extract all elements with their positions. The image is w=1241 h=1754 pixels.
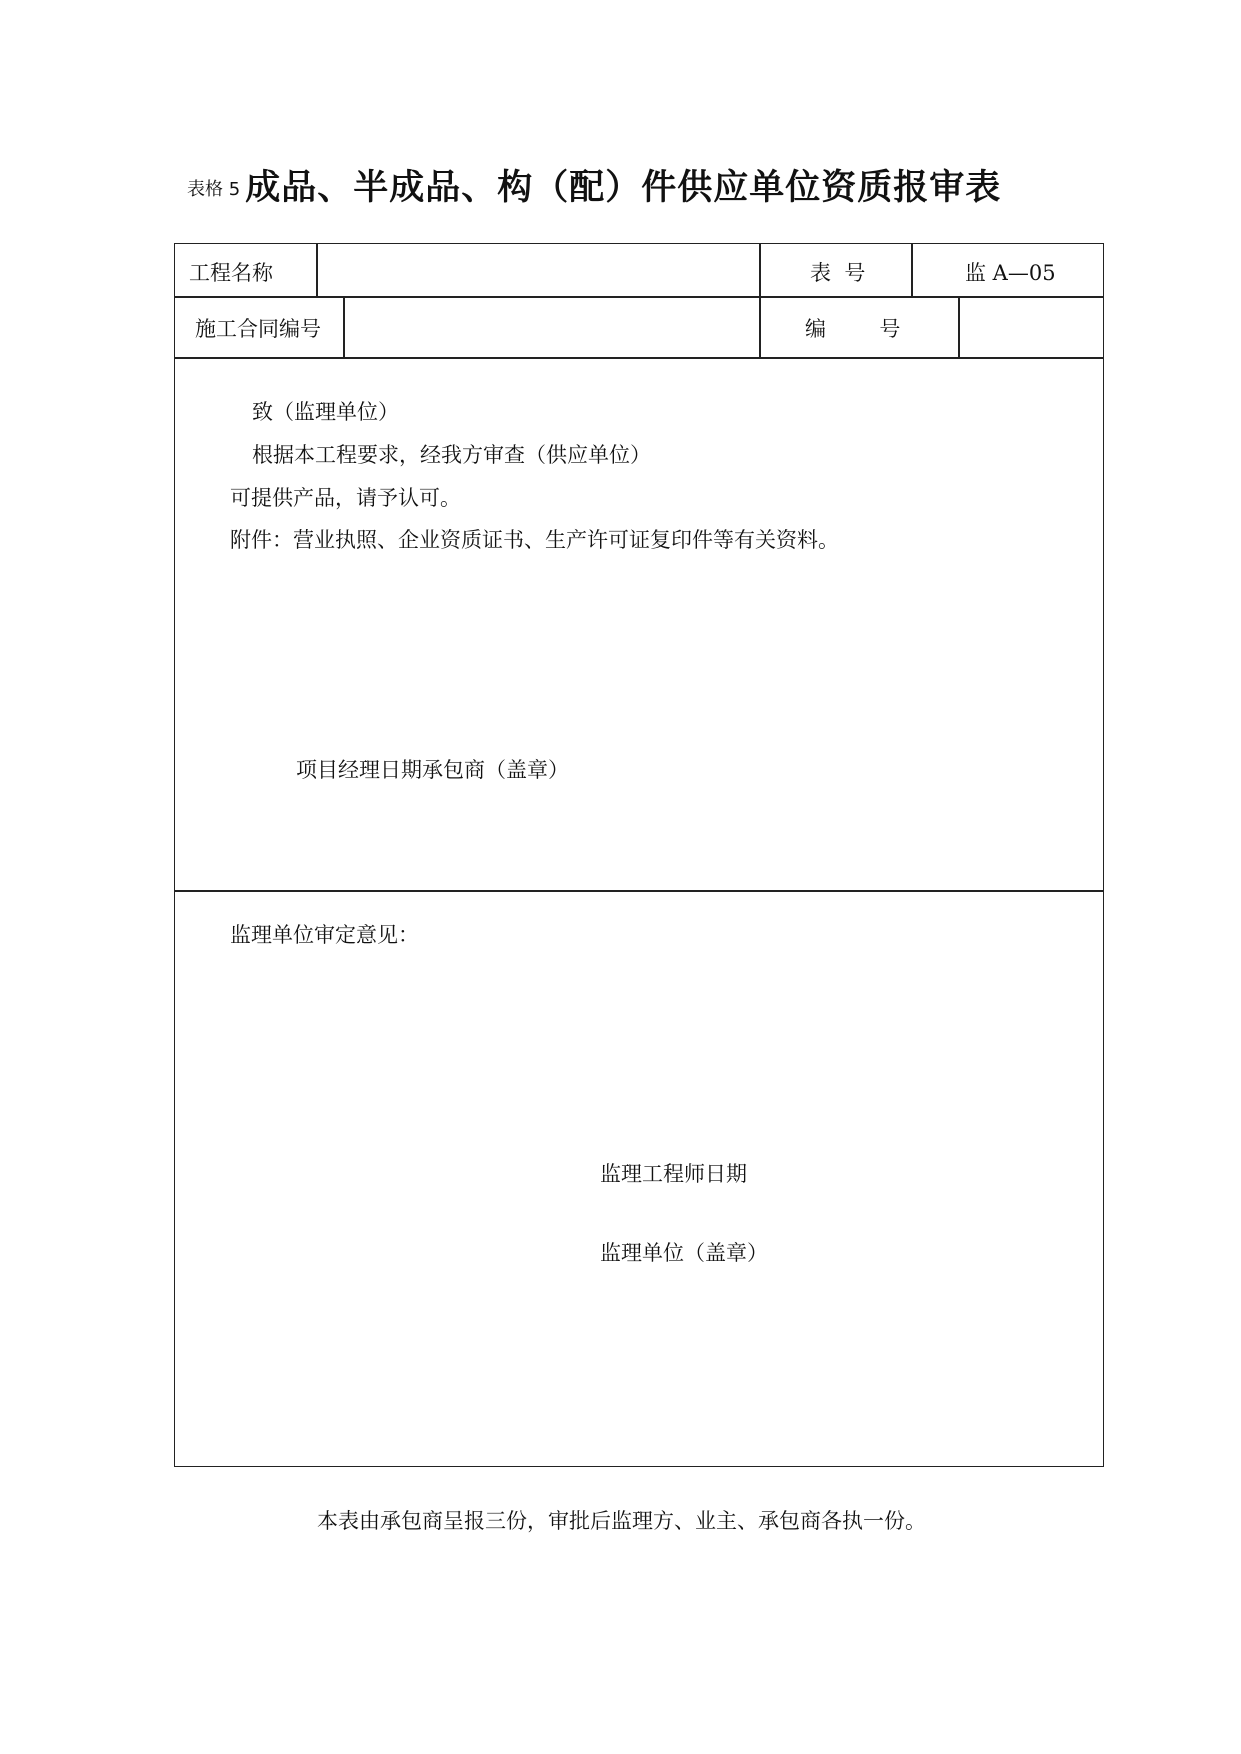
application-body-line-2: 可提供产品，请予认可。 [230, 486, 461, 510]
form-title-main: 成品、半成品、构（配）件供应单位资质报审表 [245, 168, 1002, 208]
form-title [187, 160, 1001, 210]
form-table [174, 243, 1104, 1467]
serial-no-value[interactable] [970, 313, 1090, 341]
footer-note: 本表由承包商呈报三份，审批后监理方、业主、承包商各执一份。 [317, 1509, 926, 1533]
addressee-line: 致（监理单位） [252, 400, 399, 424]
contractor-signature-line: 项目经理日期承包商（盖章） [296, 758, 569, 782]
supervising-engineer-line: 监理工程师日期 [600, 1162, 747, 1186]
col-divider-r1-c [911, 244, 913, 296]
row-divider-3 [175, 890, 1103, 892]
serial-no-label: 编 号 [805, 317, 901, 341]
project-name-value[interactable] [331, 257, 751, 285]
col-divider-r2-b [759, 296, 761, 357]
project-name-label: 工程名称 [189, 261, 273, 285]
form-title-prefix: 表格 5 [187, 179, 241, 200]
supervising-unit-seal-line: 监理单位（盖章） [600, 1241, 768, 1265]
form-no-value: 监 A—05 [965, 261, 1056, 285]
contract-no-value[interactable] [355, 313, 750, 341]
col-divider-r2-a [343, 296, 345, 357]
col-divider-r2-c [958, 296, 960, 357]
attachments-line: 附件：营业执照、企业资质证书、生产许可证复印件等有关资料。 [230, 528, 839, 552]
col-divider-r1-a [316, 244, 318, 296]
col-divider-r1-b [759, 244, 761, 296]
contract-no-label: 施工合同编号 [195, 317, 321, 341]
row-divider-1 [175, 296, 1103, 298]
form-no-label: 表 号 [810, 261, 866, 285]
application-body-line-1: 根据本工程要求，经我方审查（供应单位） [252, 443, 651, 467]
row-divider-2 [175, 357, 1103, 359]
review-opinion-label: 监理单位审定意见： [230, 923, 419, 947]
